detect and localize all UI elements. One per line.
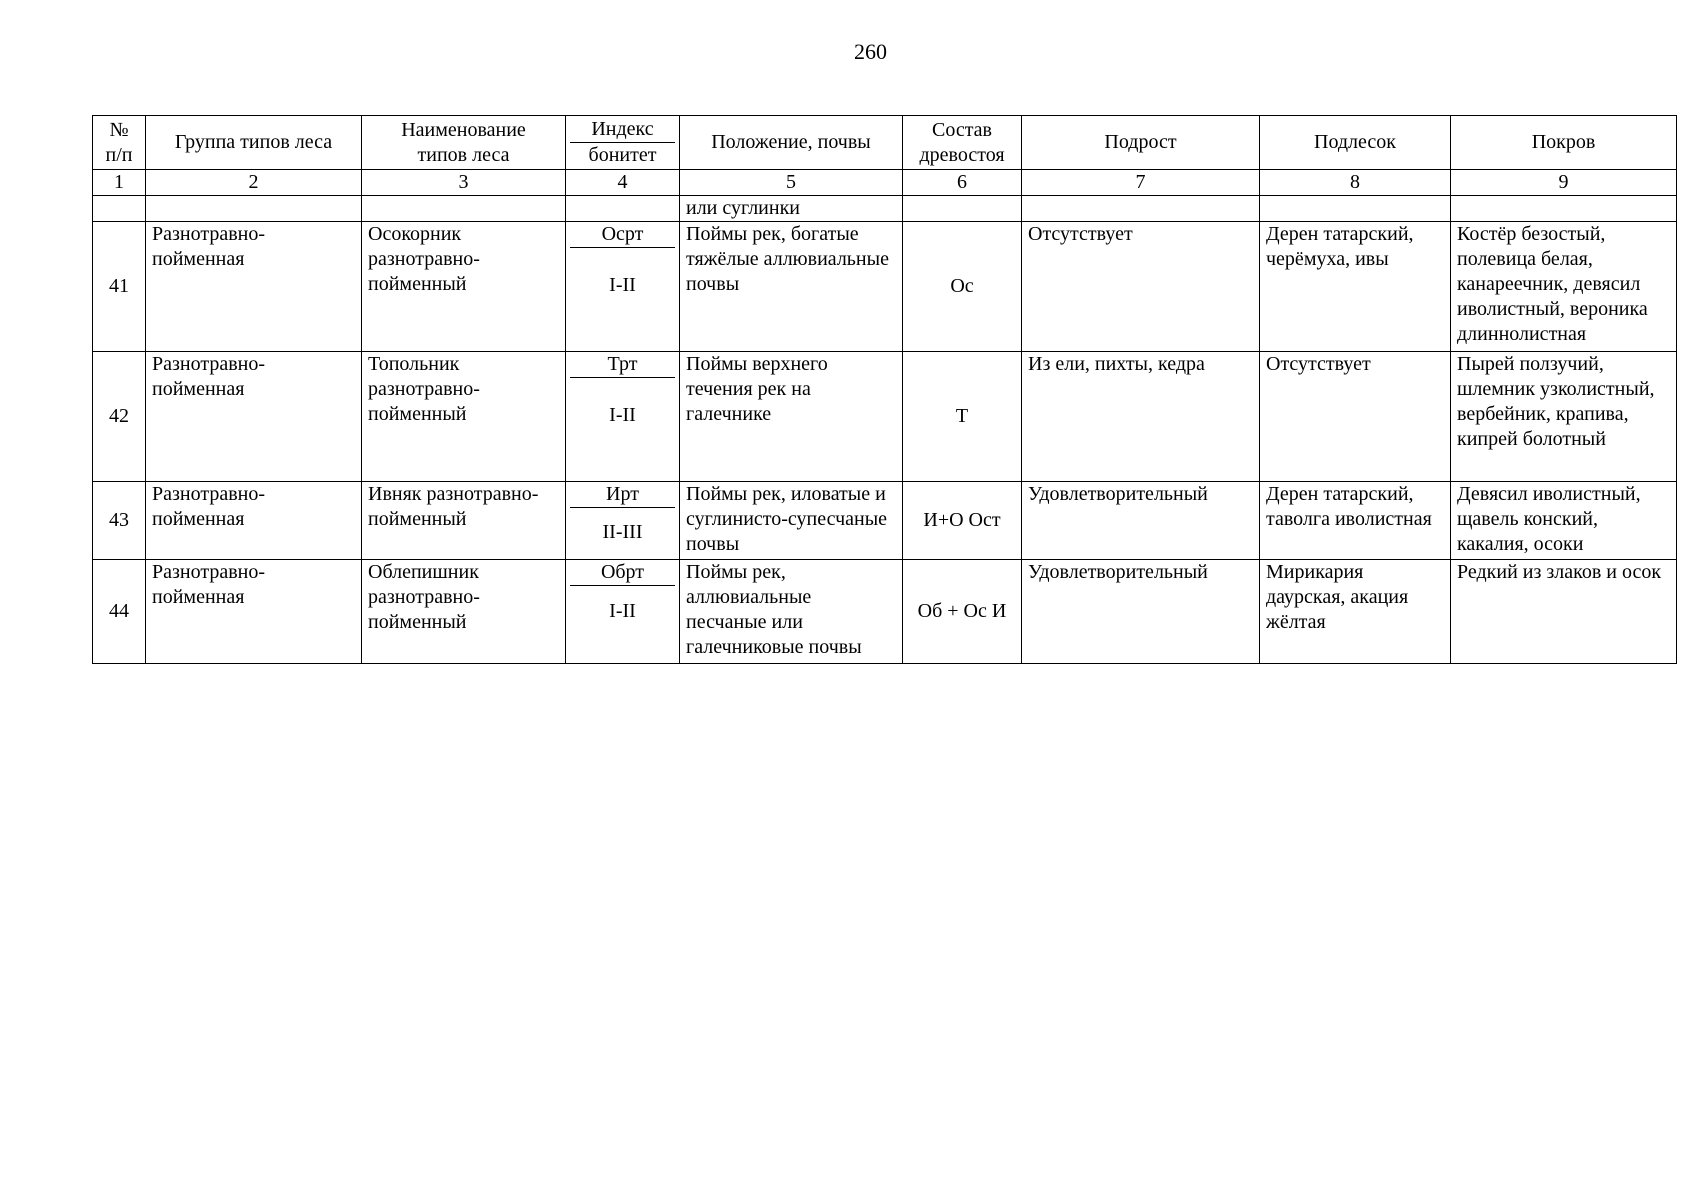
header-composition-line1: Состав xyxy=(931,118,993,141)
column-numbers-row xyxy=(93,170,1677,196)
column-number: 6 xyxy=(903,170,1022,196)
row-group: Разнотравно-пойменная xyxy=(146,482,362,560)
row-bonitet: I-II xyxy=(609,274,636,296)
row-cover: Девясил иволистный, щавель конский, какалия, осоки xyxy=(1451,482,1677,560)
header-composition xyxy=(903,116,1022,170)
continuation-row xyxy=(93,196,1677,222)
row-name: Осокорник разнотравно-пойменный xyxy=(362,222,566,352)
forest-types-table xyxy=(92,115,1677,664)
row-cover: Редкий из злаков и осок xyxy=(1451,560,1677,664)
row-undergrowth: Удовлетворительный xyxy=(1022,560,1260,664)
header-underbrush: Подлесок xyxy=(1260,116,1451,170)
row-underbrush: Отсутствует xyxy=(1260,352,1451,482)
row-group: Разнотравно-пойменная xyxy=(146,352,362,482)
header-group: Группа типов леса xyxy=(146,116,362,170)
header-composition-line2: древостоя xyxy=(919,143,1005,166)
row-composition: Т xyxy=(903,352,1022,482)
header-position: Положение, почвы xyxy=(680,116,903,170)
row-group: Разнотравно-пойменная xyxy=(146,222,362,352)
row-composition: Ос xyxy=(903,222,1022,352)
row-index-code: Осрт xyxy=(570,222,675,248)
row-cover: Костёр безостый, полевица белая, канареечник, девясил иволистный, вероника длиннолистная xyxy=(1451,222,1677,352)
header-number xyxy=(93,116,146,170)
row-bonitet: I-II xyxy=(609,600,636,622)
row-underbrush: Мирикария даурская, акация жёлтая xyxy=(1260,560,1451,664)
row-number: 44 xyxy=(93,560,146,664)
header-cover: Покров xyxy=(1451,116,1677,170)
table-row xyxy=(93,560,1677,664)
row-index-code: Обрт xyxy=(570,560,675,586)
column-number: 4 xyxy=(566,170,680,196)
row-composition: И+О Ост xyxy=(903,482,1022,560)
table-row xyxy=(93,352,1677,482)
row-index xyxy=(566,560,680,664)
row-number: 42 xyxy=(93,352,146,482)
row-name: Облепишник разнотравно-пойменный xyxy=(362,560,566,664)
row-cover: Пырей ползучий, шлемник узколистный, вербейник, крапива, кипрей болотный xyxy=(1451,352,1677,482)
table-row xyxy=(93,482,1677,560)
row-undergrowth: Из ели, пихты, кедра xyxy=(1022,352,1260,482)
row-position: Поймы рек, иловатые и суглинисто-супесчаные почвы xyxy=(680,482,903,560)
row-number: 41 xyxy=(93,222,146,352)
row-index-code: Ирт xyxy=(570,482,675,508)
row-position: Поймы рек, богатые тяжёлые аллювиальные почвы xyxy=(680,222,903,352)
row-underbrush: Дерен татарский, черёмуха, ивы xyxy=(1260,222,1451,352)
row-bonitet: I-II xyxy=(609,404,636,426)
header-index-label: Индекс xyxy=(570,117,675,143)
column-number: 9 xyxy=(1451,170,1677,196)
row-index-code: Трт xyxy=(570,352,675,378)
header-name xyxy=(362,116,566,170)
header-name-line1: Наименование xyxy=(401,118,526,141)
page-number: 260 xyxy=(854,39,887,64)
header-bonitet-label: бонитет xyxy=(588,144,657,166)
header-undergrowth: Подрост xyxy=(1022,116,1260,170)
row-position: Поймы верхнего течения рек на галечнике xyxy=(680,352,903,482)
continuation-position: или суглинки xyxy=(680,196,903,222)
row-number: 43 xyxy=(93,482,146,560)
column-number: 3 xyxy=(362,170,566,196)
column-number: 7 xyxy=(1022,170,1260,196)
row-index xyxy=(566,222,680,352)
header-index xyxy=(566,116,680,170)
column-number: 8 xyxy=(1260,170,1451,196)
column-number: 1 xyxy=(93,170,146,196)
row-position: Поймы рек, аллювиальные песчаные или галечниковые почвы xyxy=(680,560,903,664)
header-name-line2: типов леса xyxy=(417,143,510,166)
row-undergrowth: Отсутствует xyxy=(1022,222,1260,352)
column-number: 5 xyxy=(680,170,903,196)
row-group: Разнотравно-пойменная xyxy=(146,560,362,664)
row-name: Ивняк разнотравно-пойменный xyxy=(362,482,566,560)
header-number-line2: п/п xyxy=(105,143,133,166)
row-index xyxy=(566,352,680,482)
row-name: Топольник разнотравно-пойменный xyxy=(362,352,566,482)
header-number-line1: № xyxy=(109,118,129,141)
row-index xyxy=(566,482,680,560)
row-undergrowth: Удовлетворительный xyxy=(1022,482,1260,560)
column-number: 2 xyxy=(146,170,362,196)
row-composition: Об + Ос И xyxy=(903,560,1022,664)
row-bonitet: II-III xyxy=(602,521,643,543)
table-header-row xyxy=(93,116,1677,170)
row-underbrush: Дерен татарский, таволга иволистная xyxy=(1260,482,1451,560)
table-row xyxy=(93,222,1677,352)
